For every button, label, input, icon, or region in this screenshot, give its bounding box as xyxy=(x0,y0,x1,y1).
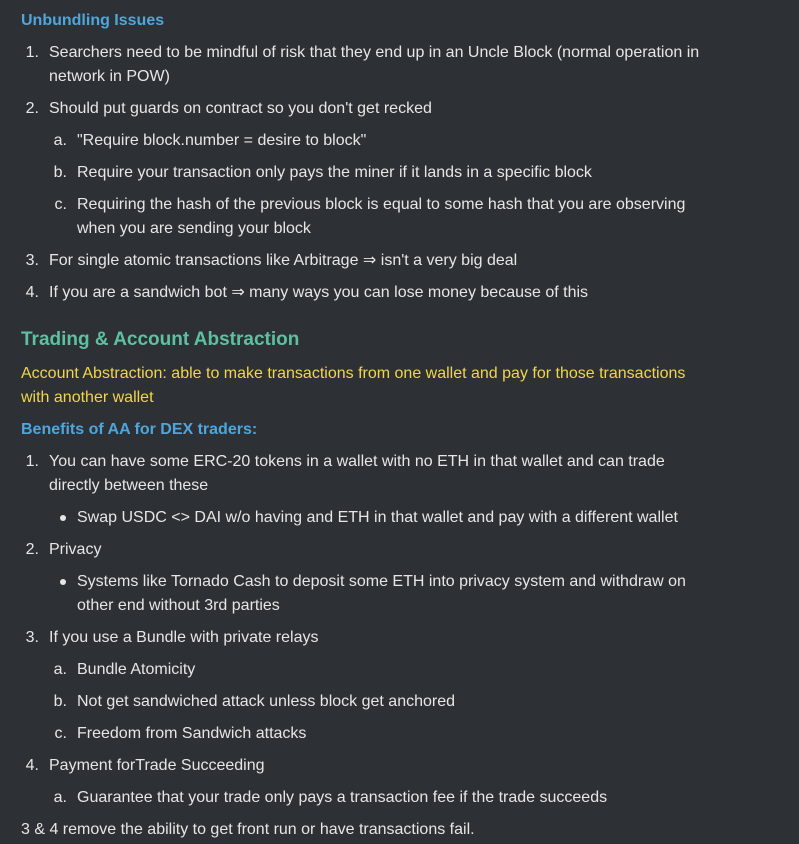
bullet-item-text: Systems like Tornado Cash to deposit some ETH into privacy system and withdraw on xyxy=(77,573,686,590)
list-item-text: directly between these xyxy=(49,477,209,494)
list-number: 1. xyxy=(25,44,39,61)
list-item-text: If you are a sandwich bot ⇒ many ways you can lose money because of this xyxy=(49,284,589,301)
sublist-item-text: Bundle Atomicity xyxy=(77,661,196,678)
sublist-item-text: Freedom from Sandwich attacks xyxy=(77,725,307,742)
list-number: 2. xyxy=(25,100,39,117)
sublist-letter: b. xyxy=(53,164,67,181)
highlight-text: with another wallet xyxy=(21,389,154,406)
list-number: 1. xyxy=(25,453,39,470)
sublist-letter: a. xyxy=(53,661,67,678)
bullet-item-text: other end without 3rd parties xyxy=(77,597,280,614)
sublist-letter: c. xyxy=(54,196,67,213)
sublist-item-text: Not get sandwiched attack unless block get anchored xyxy=(77,693,456,710)
list-number: 3. xyxy=(25,629,39,646)
list-item-text: Should put guards on contract so you don't get recked xyxy=(49,100,432,117)
list-item-text: Privacy xyxy=(49,541,102,558)
sublist-letter: b. xyxy=(53,693,67,710)
list-item-text: If you use a Bundle with private relays xyxy=(49,629,319,646)
bullet-item-text: Swap USDC <> DAI w/o having and ETH in that wallet and pay with a different wallet xyxy=(77,509,678,526)
sublist-item-text: "Require block.number = desire to block" xyxy=(77,132,367,149)
list-item-text: network in POW) xyxy=(49,68,170,85)
list-number: 4. xyxy=(25,757,39,774)
sublist-item-text: Require your transaction only pays the miner if it lands in a specific block xyxy=(77,164,592,181)
sublist-item-text: Requiring the hash of the previous block is equal to some hash that you are observing xyxy=(77,196,686,213)
sublist-item-text: when you are sending your block xyxy=(77,220,311,237)
sublist-item-text: Guarantee that your trade only pays a transaction fee if the trade succeeds xyxy=(77,789,608,806)
highlight-text: Account Abstraction: able to make transactions from one wallet and pay for those transactions xyxy=(21,365,686,382)
sublist-letter: c. xyxy=(54,725,67,742)
list-item-text: You can have some ERC-20 tokens in a wallet with no ETH in that wallet and can trade xyxy=(49,453,665,470)
list-number: 4. xyxy=(25,284,39,301)
bullet-icon xyxy=(60,515,66,521)
footer-note: 3 & 4 remove the ability to get front run or have transactions fail. xyxy=(21,821,475,838)
sublist-letter: a. xyxy=(53,132,67,149)
list-item-text: Searchers need to be mindful of risk that they end up in an Uncle Block (normal operation in xyxy=(49,44,700,61)
list-number: 2. xyxy=(25,541,39,558)
section-heading-trading: Trading & Account Abstraction xyxy=(21,329,300,350)
section-heading-unbundling: Unbundling Issues xyxy=(21,12,165,29)
list-item-text: For single atomic transactions like Arbitrage ⇒ isn't a very big deal xyxy=(49,252,518,269)
list-number: 3. xyxy=(25,252,39,269)
list-item-text: Payment forTrade Succeeding xyxy=(49,757,265,774)
bullet-icon xyxy=(60,579,66,585)
sublist-letter: a. xyxy=(53,789,67,806)
subheading-benefits: Benefits of AA for DEX traders: xyxy=(21,421,258,438)
